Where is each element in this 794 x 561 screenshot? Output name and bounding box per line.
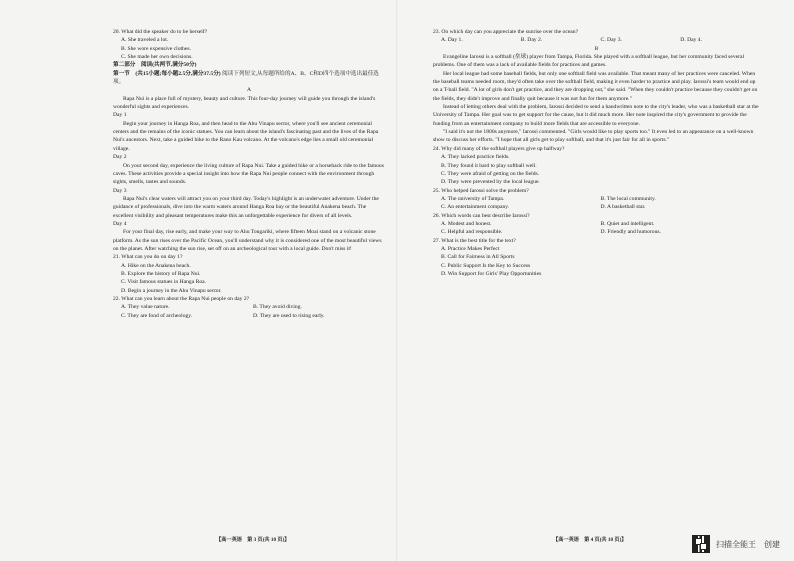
question-stem: 21. What can you do on day 1? [113,254,183,261]
option-a: A. Modest and honest. [441,220,492,227]
option-a: A. Day 1. [441,37,463,44]
question-23 [433,28,760,45]
question-24 [433,145,760,187]
section-1-heading [113,70,385,87]
question-stem: 27. What is the best title for the text? [433,237,516,244]
day-3-text: Rapa Nui's clear waters will attract you on your third day. Today's highlight is an underwater adventure. Under the guidance of professionals, dive into the warm waters around Hanga Roa bay or the beautiful Anakena beach. The excellent visibility and pleasant temperatures make this an unforgettable experience for divers of all levels. [113,195,379,219]
passage-b-label: B [594,45,599,52]
option-d: D. Begin a journey in the Ahu Vinapu sector. [121,287,222,294]
question-stem: 24. Why did many of the softball players give up halfway? [433,145,565,152]
question-27 [433,237,760,279]
qr-code-icon [692,535,710,553]
section-1-title: 第一节 (共15小题;每小题2.5分,满分37.5分) [113,70,221,77]
option-b: B. She wore expensive clothes. [121,45,191,52]
passage-b-paragraph-2: Her local league had some baseball fields, but only one softball field was available. That meant many of her practices were canceled. When the baseball teams needed room, they'd often take over the softball field, making it even harder to practice and play. Iarossi's team would end up on a T-ball field. "A lot of girls don't get practice, and they are dropping out," she said. "When they couldn't practice because they couldn't get on the fields, they didn't improve and finally quit because it was not fun for them anymore." [433,70,758,102]
option-a: A. They value nature. [121,304,170,311]
option-c: C. An entertainment company. [441,204,510,211]
option-b: B. They found it hard to play softball well. [441,162,537,169]
option-a: A. The university of Tampa. [441,195,505,202]
question-22 [113,295,385,320]
option-d: D. Day 4. [680,37,702,44]
option-c: C. Visit famous statues in Hanga Roa. [121,279,207,286]
question-stem: 25. Who helped Iarossi solve the problem? [433,187,529,194]
option-b: B. Quiet and intelligent. [600,220,655,227]
option-a: A. Hike on the Anakena beach. [121,262,191,269]
option-c: C. She made her own decisions. [121,54,193,61]
question-26 [433,212,760,237]
page-footer: 【高一英语 第 4 页(共 10 页)】 [553,537,627,543]
option-c: C. Helpful and responsible. [441,229,503,236]
option-b: B. Call for Fairness in All Sports [441,254,515,261]
question-25 [433,187,760,212]
option-c: C. Day 3. [600,37,622,44]
question-stem: 23. On which day can you appreciate the sunrise over the ocean? [433,29,579,35]
right-column [433,28,760,521]
day-1-label: Day 1 [113,112,127,119]
option-b: B. Day 2. [520,37,543,44]
option-d: D. They were prevented by the local league. [441,179,540,186]
question-20 [113,28,385,61]
day-4-label: Day 4 [113,220,127,227]
passage-intro: Rapa Nui is a place full of mystery, beauty and culture. This four-day journey will guide you through the island's wonderful sights and experiences. [113,95,376,111]
question-21 [113,253,385,295]
scanner-watermark [692,535,780,553]
exam-page-4 [397,0,794,561]
passage-b-paragraph-3: Instead of letting others deal with the problem, Iarossi decided to send a handwritten note to the city's leader, who was a basketball star at the University of Tampa. Her goal was to get support for the cause, but it did much more. Her note inspired the city's government to provide the funding from an entertainment company to build more fields that are accessible to everyone. [433,104,759,127]
option-c: C. They are fond of archeology. [121,312,193,319]
passage-b-paragraph-1: Evangeline Iarossi is a softball (垒球) player from Tampa, Florida. She played with a softball league, but her community faced several problems. One of them was a lack of available fields for practices and games. [433,54,745,69]
option-d: D. A basketball star. [600,204,646,211]
question-stem: 20. What did the speaker do to be herself? [113,29,208,35]
option-c: C. Public Support Is the Key to Success [441,262,531,269]
option-a: A. Practice Makes Perfect [441,245,500,252]
day-4-text: For your final day, rise early, and make your way to Ahu Tongariki, where fifteen Moai stand on a volcanic stone platform. As the sun rises over the Pacific Ocean, you'll understand why it is considered one of the most beautiful views on the planet. After watching the sun rise, set off on an archeological tour with a local guide. Don't miss it! [113,229,382,252]
option-b: B. The local community. [600,195,656,202]
option-d: D. Friendly and humorous. [600,229,661,236]
day-3-label: Day 3 [113,187,127,194]
option-b: B. They avoid diving. [253,304,302,311]
left-column [113,28,385,521]
day-1-text: Begin your journey in Hanga Roa, and then head to the Ahu Vinapu sector, where you'll see ancient ceremonial centers and the remains of the iconic statues. You can learn about the island's fascinating past and the lives of the Rapa Nui's ancestors. Next, take a guided hike to the Rano Kau volcano. At the volcano's edge lies a small old ceremonial village. [113,120,379,152]
passage-a-label: A [246,87,252,94]
option-c: C. They were afraid of getting on the fields. [441,170,540,177]
section-1-instructions: 阅读下列短文,从每题所给的A、B、C和D四个选项中选出最佳选项。 [113,70,379,86]
option-d: D. They are used to rising early. [253,312,325,319]
option-a: A. She traveled a lot. [121,37,169,44]
day-2-text: On your second day, experience the living culture of Rapa Nui. Take a guided hike or a horseback ride to the famous caves. These activities provide a special insight into how the Rapa Nui people connect with the environment through sights, smells, tastes and sounds. [113,162,384,186]
question-stem: 26. Which words can best describe Iarossi? [433,212,530,219]
option-a: A. They lacked practice fields. [441,154,510,161]
option-d: D. Win Support for Girls' Play Opportunities [441,270,542,277]
part-2-title: 第二部分 阅读(共两节,满分50分) [113,62,197,69]
watermark-text: 扫描全能王 创建 [716,539,780,549]
page-footer: 【高一英语 第 3 页(共 10 页)】 [216,537,290,543]
passage-b-paragraph-4: "I said it's not the 1800s anymore," Iarossi commented. "Girls would like to play sports too." It even led to an appearance on a well-known show to discuss her efforts. "I hope that all girls get to play softball, and that it's just fair for all in sports." [433,129,754,144]
question-stem: 22. What can you learn about the Rapa Nui people on day 2? [113,296,250,302]
option-b: B. Explore the history of Rapa Nui. [121,270,201,277]
day-2-label: Day 2 [113,154,127,161]
